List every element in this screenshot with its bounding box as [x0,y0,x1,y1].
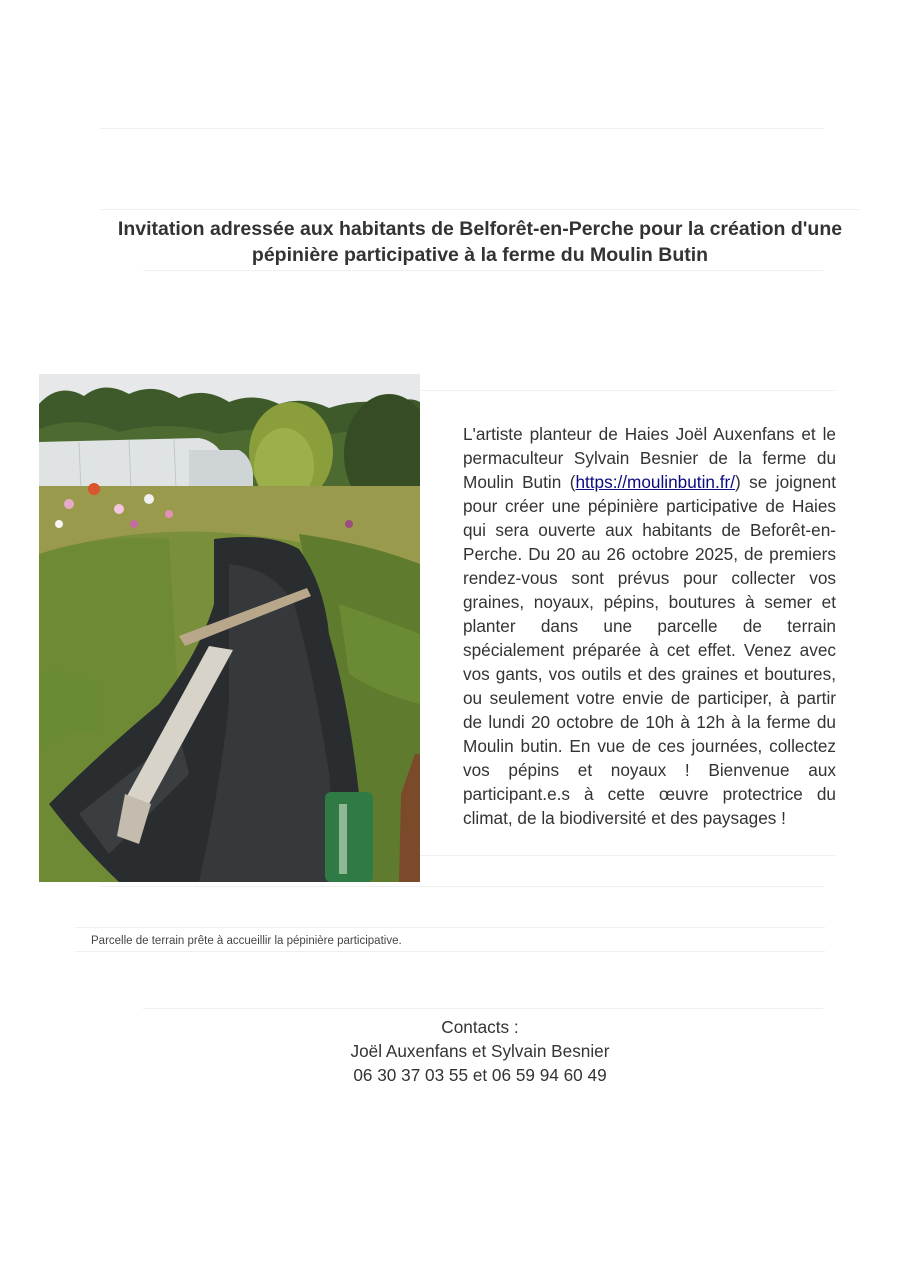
contacts-block [250,1015,710,1087]
divider-photo-bottom [100,886,824,887]
contacts-phones: 06 30 37 03 55 et 06 59 94 60 49 [353,1065,607,1085]
divider-title-top [100,209,860,210]
invitation-body [463,422,836,830]
body-text-main: ) se joignent pour créer une pépinière participative de Haies qui sera ouverte aux habitants de Beforêt-en-Perche. Du 20 au 26 octobre 2025, de premiers rendez-vous sont prévus pour collecter vos graines, noyaux, pépins, boutures à semer et planter dans une parcelle de terrain spécialement préparée à cet effet. Venez avec vos gants, vos outils et des graines et boutures, ou seulement votre envie de participer, à partir de lundi 20 octobre de 10h à 12h à la ferme du Moulin butin. En vue de ces journées, collectez vos pépins et noyaux ! Bienvenue aux participant.e.s à cette œuvre protectrice du climat, de la biodiversité et des paysages ! [463,472,836,828]
page-title-line-2: pépinière participative à la ferme du Moulin Butin [251,244,709,266]
photo-caption: Parcelle de terrain prête à accueillir la pépinière participative. [91,935,402,947]
contacts-heading: Contacts : [441,1017,519,1037]
divider-caption-top [75,927,825,928]
moulinbutin-link[interactable]: https://moulinbutin.fr/ [575,472,735,492]
page-title-line-1: Invitation adressée aux habitants de Belforêt-en-Perche pour la création d'une [117,218,843,240]
divider-text-top [420,390,835,391]
page-title [100,216,860,268]
divider-caption-bottom [75,951,825,952]
contacts-names: Joël Auxenfans et Sylvain Besnier [350,1041,610,1061]
divider-text-bottom [420,855,835,856]
nursery-plot-photo [39,374,420,882]
divider-title-bottom [143,270,823,271]
body-text-intro: L'artiste planteur de Haies Joël Auxenfans et le permaculteur Sylvain Besnier de la ferme du Moulin Butin ( [463,424,836,492]
divider-contacts-top [143,1008,823,1009]
divider-top [100,128,824,129]
